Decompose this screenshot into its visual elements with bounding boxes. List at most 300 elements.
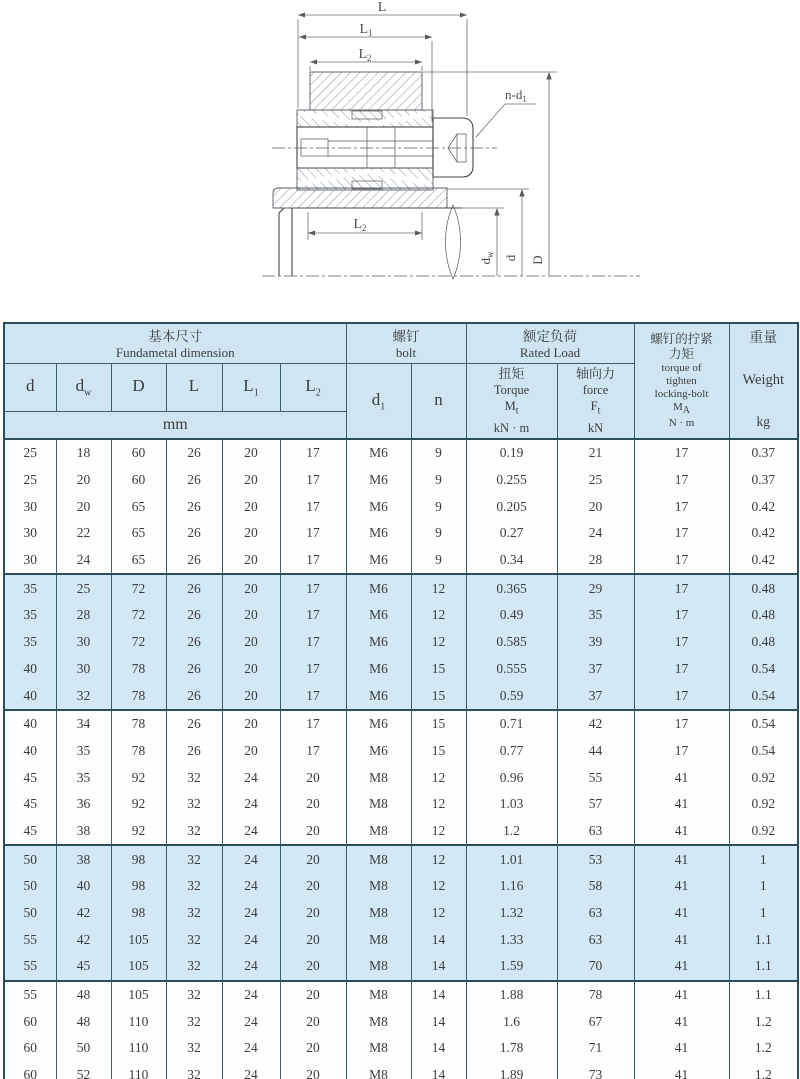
table-cell: 32 — [166, 981, 222, 1009]
table-cell: 32 — [166, 953, 222, 981]
table-cell: M6 — [346, 656, 411, 683]
col-dw: $d_w$ — [56, 364, 111, 412]
table-row — [4, 873, 798, 900]
table-cell: 32 — [166, 1062, 222, 1079]
table-cell: 17 — [280, 710, 346, 738]
table-row — [4, 1008, 798, 1035]
table-cell: 17 — [280, 520, 346, 547]
table-cell: 14 — [411, 981, 466, 1009]
table-cell: 24 — [222, 1035, 280, 1062]
table-cell: M6 — [346, 439, 411, 467]
table-cell: 34 — [56, 710, 111, 738]
table-cell: 41 — [634, 953, 729, 981]
table-cell: 1.6 — [466, 1008, 557, 1035]
locking-bolt — [433, 118, 473, 177]
table-cell: 24 — [222, 1008, 280, 1035]
table-cell: 37 — [557, 656, 634, 683]
table-cell: M8 — [346, 981, 411, 1009]
header-basic-dimension — [4, 323, 346, 364]
table-row — [4, 574, 798, 602]
table-cell: 0.71 — [466, 710, 557, 738]
table-cell: 20 — [280, 818, 346, 846]
dimension-D — [423, 72, 557, 276]
table-cell: 20 — [222, 493, 280, 520]
callout-n-d1 — [474, 87, 536, 139]
table-cell: 40 — [56, 873, 111, 900]
table-cell: 1.88 — [466, 981, 557, 1009]
table-cell: 37 — [557, 682, 634, 710]
table-cell: M6 — [346, 682, 411, 710]
table-cell: 18 — [56, 439, 111, 467]
table-cell: 32 — [166, 1008, 222, 1035]
table-cell: 55 — [4, 926, 56, 953]
table-row — [4, 1035, 798, 1062]
table-cell: 20 — [222, 656, 280, 683]
table-cell: 0.54 — [729, 682, 798, 710]
table-cell: M8 — [346, 873, 411, 900]
table-cell: 0.19 — [466, 439, 557, 467]
table-cell: 25 — [4, 439, 56, 467]
table-cell: 0.37 — [729, 467, 798, 494]
table-row — [4, 656, 798, 683]
table-cell: 55 — [4, 981, 56, 1009]
table-cell: 52 — [56, 1062, 111, 1079]
dimension-L2-top — [310, 47, 422, 71]
table-cell: 44 — [557, 738, 634, 765]
table-cell: 60 — [111, 467, 166, 494]
table-cell: 78 — [557, 981, 634, 1009]
table-cell: 55 — [557, 764, 634, 791]
table-cell: 50 — [4, 900, 56, 927]
table-cell: 29 — [557, 574, 634, 602]
table-cell: 30 — [4, 547, 56, 575]
table-cell: M6 — [346, 738, 411, 765]
table-cell: 20 — [280, 900, 346, 927]
table-cell: M8 — [346, 764, 411, 791]
table-cell: 1.89 — [466, 1062, 557, 1079]
table-cell: 0.205 — [466, 493, 557, 520]
table-cell: 20 — [56, 493, 111, 520]
table-cell: 17 — [634, 520, 729, 547]
table-cell: 20 — [222, 602, 280, 629]
dimension-dw — [462, 208, 504, 276]
table-cell: 20 — [222, 629, 280, 656]
table-cell: 78 — [111, 710, 166, 738]
table-cell: 0.54 — [729, 656, 798, 683]
table-cell: 0.48 — [729, 602, 798, 629]
table-cell: 35 — [4, 574, 56, 602]
table-cell: 9 — [411, 467, 466, 494]
table-cell: 63 — [557, 900, 634, 927]
table-cell: 17 — [634, 738, 729, 765]
table-cell: M6 — [346, 547, 411, 575]
table-cell: 1.1 — [729, 926, 798, 953]
table-cell: 60 — [4, 1008, 56, 1035]
table-cell: 1.2 — [729, 1008, 798, 1035]
table-cell: 41 — [634, 818, 729, 846]
table-cell: 20 — [280, 1062, 346, 1079]
table-cell: 17 — [280, 467, 346, 494]
table-cell: 17 — [280, 738, 346, 765]
table-cell: 35 — [4, 602, 56, 629]
table-row — [4, 710, 798, 738]
table-cell: 15 — [411, 656, 466, 683]
table-cell: 26 — [166, 602, 222, 629]
table-cell: 0.42 — [729, 520, 798, 547]
table-cell: 24 — [222, 926, 280, 953]
table-cell: 72 — [111, 602, 166, 629]
table-cell: 40 — [4, 710, 56, 738]
table-cell: 24 — [557, 520, 634, 547]
header-rated-load-zh: 额定负荷 — [523, 328, 578, 344]
col-D: D — [111, 364, 166, 412]
table-cell: 98 — [111, 900, 166, 927]
table-cell: 42 — [56, 926, 111, 953]
table-cell: M8 — [346, 900, 411, 927]
table-cell: 12 — [411, 602, 466, 629]
table-cell: 0.48 — [729, 574, 798, 602]
header-bolt-en: bolt — [395, 344, 417, 360]
table-cell: 17 — [634, 656, 729, 683]
table-cell: 14 — [411, 1062, 466, 1079]
table-cell: 42 — [557, 710, 634, 738]
table-cell: 1.59 — [466, 953, 557, 981]
table-cell: 39 — [557, 629, 634, 656]
table-cell: 15 — [411, 738, 466, 765]
table-cell: 98 — [111, 873, 166, 900]
table-cell: 1.32 — [466, 900, 557, 927]
label-n-d1: $n-d_1$ — [505, 87, 527, 104]
table-cell: 41 — [634, 764, 729, 791]
table-cell: 45 — [4, 818, 56, 846]
table-cell: 17 — [634, 602, 729, 629]
outer-ring-section — [310, 72, 422, 110]
table-row — [4, 953, 798, 981]
table-cell: 73 — [557, 1062, 634, 1079]
shaft-break — [446, 205, 461, 279]
table-cell: 20 — [222, 439, 280, 467]
table-cell: 12 — [411, 873, 466, 900]
table-cell: 9 — [411, 439, 466, 467]
table-cell: 0.92 — [729, 764, 798, 791]
hub-flange-section — [273, 188, 447, 208]
table-cell: 26 — [166, 574, 222, 602]
table-cell: 30 — [4, 493, 56, 520]
table-cell: 32 — [166, 900, 222, 927]
col-L2: $L_2$ — [280, 364, 346, 412]
table-cell: 40 — [4, 682, 56, 710]
table-cell: 30 — [56, 656, 111, 683]
table-cell: 20 — [56, 467, 111, 494]
table-cell: 41 — [634, 981, 729, 1009]
table-cell: 20 — [222, 574, 280, 602]
table-cell: 17 — [280, 602, 346, 629]
table-cell: 0.54 — [729, 738, 798, 765]
table-row — [4, 981, 798, 1009]
col-L1: $L_1$ — [222, 364, 280, 412]
table-cell: 20 — [222, 520, 280, 547]
table-cell: 26 — [166, 682, 222, 710]
dimension-label-L1: $L_1$ — [359, 22, 373, 38]
table-cell: 0.42 — [729, 547, 798, 575]
table-cell: 65 — [111, 493, 166, 520]
table-cell: 24 — [222, 981, 280, 1009]
table-cell: 0.96 — [466, 764, 557, 791]
table-row — [4, 764, 798, 791]
header-locking-torque: 螺钉的拧紧 力矩 torque of tighten locking-bolt $M_A$ N · m — [634, 323, 729, 439]
table-cell: 1 — [729, 900, 798, 927]
table-cell: 25 — [557, 467, 634, 494]
table-cell: M6 — [346, 602, 411, 629]
table-cell: 40 — [4, 738, 56, 765]
table-cell: 65 — [111, 547, 166, 575]
table-cell: 20 — [222, 682, 280, 710]
table-cell: 110 — [111, 1008, 166, 1035]
table-cell: 20 — [280, 873, 346, 900]
table-cell: 71 — [557, 1035, 634, 1062]
table-cell: 1 — [729, 873, 798, 900]
table-cell: M8 — [346, 926, 411, 953]
table-cell: 32 — [166, 791, 222, 818]
table-cell: 1 — [729, 845, 798, 873]
table-cell: 14 — [411, 953, 466, 981]
table-cell: 92 — [111, 818, 166, 846]
table-cell: 32 — [166, 818, 222, 846]
table-cell: 26 — [166, 467, 222, 494]
table-cell: 17 — [634, 467, 729, 494]
table-cell: 50 — [4, 873, 56, 900]
table-cell: 20 — [280, 981, 346, 1009]
col-L: L — [166, 364, 222, 412]
col-torque: 扭矩 Torque $M_t$ kN · m — [466, 364, 557, 440]
header-group-row — [4, 323, 798, 364]
table-cell: 0.37 — [729, 439, 798, 467]
table-cell: 0.59 — [466, 682, 557, 710]
table-cell: 45 — [56, 953, 111, 981]
header-bolt-zh: 螺钉 — [392, 328, 420, 344]
table-cell: 17 — [280, 629, 346, 656]
table-row — [4, 547, 798, 575]
table-cell: 32 — [166, 764, 222, 791]
lower-collar-band — [297, 168, 433, 190]
table-cell: 1.1 — [729, 953, 798, 981]
table-cell: 24 — [56, 547, 111, 575]
table-cell: M6 — [346, 467, 411, 494]
table-cell: 9 — [411, 547, 466, 575]
table-cell: 110 — [111, 1035, 166, 1062]
table-cell: 0.42 — [729, 493, 798, 520]
table-cell: 57 — [557, 791, 634, 818]
dimension-L2-bottom — [308, 212, 422, 240]
table-cell: 60 — [111, 439, 166, 467]
table-cell: 17 — [280, 493, 346, 520]
table-row — [4, 629, 798, 656]
table-cell: 25 — [56, 574, 111, 602]
table-cell: 105 — [111, 981, 166, 1009]
table-cell: 98 — [111, 845, 166, 873]
table-row — [4, 1062, 798, 1079]
header-bolt — [346, 323, 466, 364]
dimension-label-L2-top: $L_2$ — [358, 47, 372, 63]
table-body — [4, 439, 798, 1079]
table-cell: 17 — [280, 547, 346, 575]
table-cell: M8 — [346, 1008, 411, 1035]
table-cell: 1.01 — [466, 845, 557, 873]
table-cell: 20 — [280, 845, 346, 873]
table-cell: 1.2 — [729, 1062, 798, 1079]
table-cell: 17 — [280, 574, 346, 602]
table-cell: 48 — [56, 981, 111, 1009]
table-cell: 78 — [111, 738, 166, 765]
table-cell: M8 — [346, 845, 411, 873]
table-cell: 0.555 — [466, 656, 557, 683]
table-cell: 1.2 — [729, 1035, 798, 1062]
table-cell: 12 — [411, 818, 466, 846]
table-cell: 55 — [4, 953, 56, 981]
table-cell: 20 — [557, 493, 634, 520]
inner-sleeve — [297, 127, 433, 168]
table-cell: 14 — [411, 1035, 466, 1062]
table-cell: 65 — [111, 520, 166, 547]
table-row — [4, 926, 798, 953]
table-cell: M6 — [346, 574, 411, 602]
table-cell: 38 — [56, 818, 111, 846]
table-cell: 20 — [222, 547, 280, 575]
table-row — [4, 900, 798, 927]
table-cell: 20 — [222, 738, 280, 765]
header-rated-load — [466, 323, 634, 364]
table-cell: 1.2 — [466, 818, 557, 846]
table-cell: 24 — [222, 791, 280, 818]
table-cell: 48 — [56, 1008, 111, 1035]
table-cell: 0.92 — [729, 791, 798, 818]
table-row — [4, 602, 798, 629]
table-cell: 40 — [4, 656, 56, 683]
table-row — [4, 520, 798, 547]
table-cell: 17 — [634, 439, 729, 467]
table-cell: 26 — [166, 710, 222, 738]
table-cell: 105 — [111, 926, 166, 953]
table-cell: 24 — [222, 845, 280, 873]
table-cell: 20 — [280, 1008, 346, 1035]
table-row — [4, 439, 798, 467]
table-cell: 110 — [111, 1062, 166, 1079]
table-cell: 24 — [222, 1062, 280, 1079]
table-cell: 25 — [4, 467, 56, 494]
header-basic-dimension-zh: 基本尺寸 — [148, 328, 203, 344]
table-row — [4, 467, 798, 494]
table-cell: 0.92 — [729, 818, 798, 846]
table-cell: 22 — [56, 520, 111, 547]
col-axial-force: 轴向力 force $F_t$ kN — [557, 364, 634, 440]
table-cell: 17 — [280, 439, 346, 467]
table-cell: 32 — [166, 926, 222, 953]
table-cell: 20 — [280, 791, 346, 818]
table-row — [4, 738, 798, 765]
table-cell: 35 — [56, 738, 111, 765]
table-cell: 26 — [166, 493, 222, 520]
upper-collar-band — [297, 110, 433, 128]
table-cell: 20 — [222, 710, 280, 738]
dimension-label-d: d — [503, 254, 518, 262]
header-basic-dimension-en: Fundametal dimension — [115, 344, 235, 360]
table-cell: 32 — [56, 682, 111, 710]
table-cell: M8 — [346, 953, 411, 981]
table-cell: 45 — [4, 791, 56, 818]
table-cell: M8 — [346, 1062, 411, 1079]
table-cell: 17 — [280, 682, 346, 710]
table-cell: 9 — [411, 493, 466, 520]
table-cell: 12 — [411, 764, 466, 791]
table-cell: 30 — [56, 629, 111, 656]
table-cell: 41 — [634, 1035, 729, 1062]
table-cell: M6 — [346, 520, 411, 547]
col-d: d — [4, 364, 56, 412]
table-cell: 28 — [557, 547, 634, 575]
table-cell: 26 — [166, 520, 222, 547]
table-cell: 78 — [111, 656, 166, 683]
table-cell: 41 — [634, 926, 729, 953]
table-cell: 41 — [634, 1062, 729, 1079]
table-cell: 20 — [280, 926, 346, 953]
table-cell: 24 — [222, 873, 280, 900]
table-cell: 1.1 — [729, 981, 798, 1009]
table-cell: 12 — [411, 845, 466, 873]
header-weight: 重量 Weight kg — [729, 323, 798, 439]
table-cell: 21 — [557, 439, 634, 467]
table-cell: 17 — [634, 710, 729, 738]
table-cell: 53 — [557, 845, 634, 873]
table-cell: 0.77 — [466, 738, 557, 765]
table-cell: 24 — [222, 900, 280, 927]
table-cell: 50 — [56, 1035, 111, 1062]
table-cell: 35 — [4, 629, 56, 656]
table-cell: 72 — [111, 629, 166, 656]
table-cell: M8 — [346, 1035, 411, 1062]
table-cell: 1.33 — [466, 926, 557, 953]
table-cell: 32 — [166, 1035, 222, 1062]
table-cell: 92 — [111, 791, 166, 818]
table-cell: 41 — [634, 873, 729, 900]
table-row — [4, 845, 798, 873]
table-cell: 26 — [166, 656, 222, 683]
table-cell: 26 — [166, 629, 222, 656]
table-cell: 0.48 — [729, 629, 798, 656]
table-cell: 20 — [280, 1035, 346, 1062]
table-cell: 35 — [56, 764, 111, 791]
technical-drawing — [0, 0, 800, 322]
table-cell: 63 — [557, 818, 634, 846]
table-cell: 15 — [411, 682, 466, 710]
table-cell: 0.34 — [466, 547, 557, 575]
table-row — [4, 791, 798, 818]
table-cell: 15 — [411, 710, 466, 738]
table-cell: 92 — [111, 764, 166, 791]
table-cell: 63 — [557, 926, 634, 953]
table-cell: 17 — [634, 629, 729, 656]
table-cell: 0.255 — [466, 467, 557, 494]
table-cell: 41 — [634, 791, 729, 818]
table-cell: 36 — [56, 791, 111, 818]
table-cell: 26 — [166, 738, 222, 765]
locking-assembly-section-view — [0, 0, 800, 322]
table-cell: 105 — [111, 953, 166, 981]
table-cell: 32 — [166, 873, 222, 900]
table-cell: 0.54 — [729, 710, 798, 738]
table-cell: 0.27 — [466, 520, 557, 547]
table-cell: 30 — [4, 520, 56, 547]
table-cell: 32 — [166, 845, 222, 873]
